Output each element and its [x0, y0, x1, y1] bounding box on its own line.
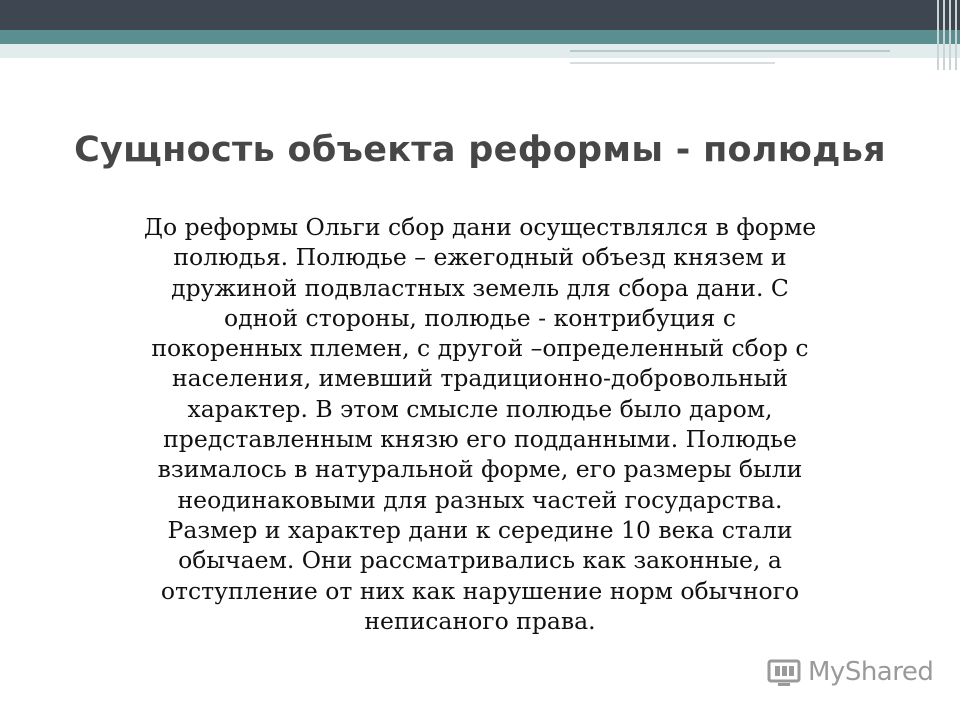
body-line: Размер и характер дани к середине 10 века стали — [167, 515, 793, 544]
body-line: полюдья. Полюдье – ежегодный объезд князем и — [173, 243, 787, 272]
watermark[interactable] — [766, 652, 933, 692]
body-line: характер. В этом смысле полюдье было даром, — [187, 394, 773, 423]
slide-body — [60, 212, 900, 636]
corner-stripe — [943, 0, 945, 70]
header-bar-dark — [0, 0, 960, 30]
header-bar-teal — [0, 30, 960, 44]
body-line: До реформы Ольги сбор дани осуществлялся в форме — [143, 213, 817, 241]
body-line: отступление от них как нарушение норм обычного — [160, 576, 800, 605]
body-line: населения, имевший традиционно-добровольный — [171, 364, 788, 393]
watermark-text: MyShared — [808, 657, 934, 687]
header-accent-line-short — [570, 62, 775, 64]
body-line: неписаного права. — [364, 606, 596, 635]
body-line: представленным князю его подданными. Полюдье — [163, 425, 797, 454]
body-line: покоренных племен, с другой –определенный сбор с — [151, 334, 809, 363]
body-line: неодинаковыми для разных частей государства. — [177, 485, 783, 514]
corner-stripe — [955, 0, 957, 70]
body-line: дружиной подвластных земель для сбора дани. С — [171, 273, 789, 302]
corner-stripe — [949, 0, 951, 70]
body-line: обычаем. Они рассматривались как законные, а — [178, 546, 782, 575]
body-line: одной стороны, полюдье - контрибуция с — [223, 303, 737, 332]
mysahred-logo-icon — [766, 654, 802, 690]
corner-stripe — [937, 0, 939, 70]
slide-title: Сущность объекта реформы - полюдья — [74, 130, 886, 170]
body-line: взималось в натуральной форме, его размеры были — [157, 455, 803, 484]
corner-stripes — [934, 0, 960, 70]
header-accent-line — [570, 50, 890, 52]
